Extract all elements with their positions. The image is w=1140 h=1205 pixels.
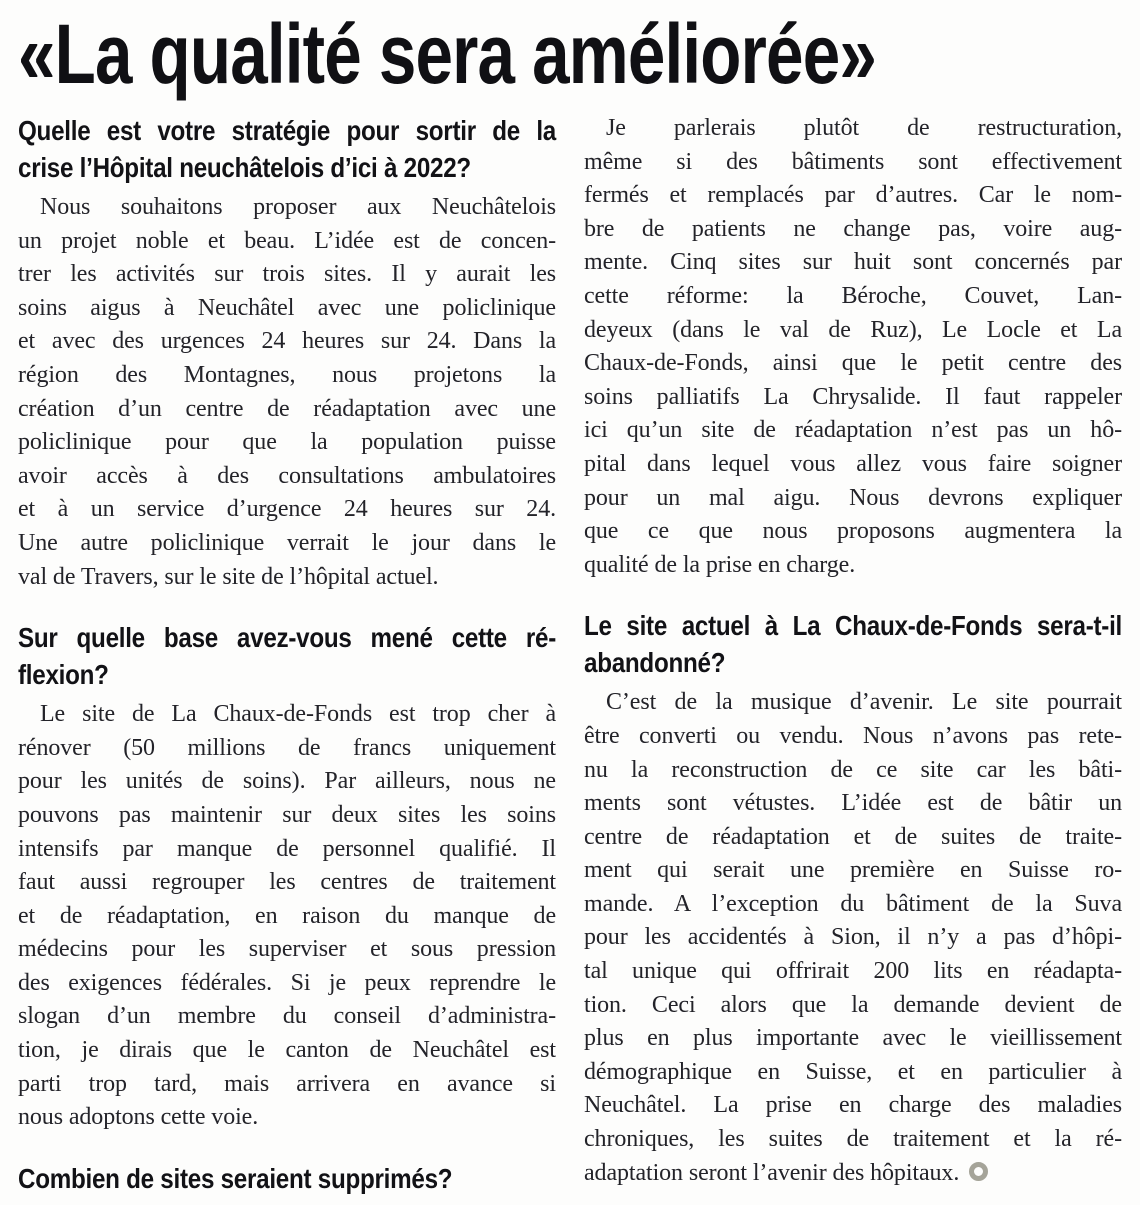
body-text: nu la reconstruction de ce site car les bâti-	[584, 756, 1122, 783]
text-line	[18, 258, 556, 292]
body-text: pouvons pas maintenir sur deux sites les soins	[18, 801, 556, 828]
text-line	[18, 866, 556, 900]
text-line	[18, 833, 556, 867]
text-line	[584, 607, 1122, 644]
body-text: pour les accidentés à Sion, il n’y a pas d’hôpi-	[584, 924, 1122, 951]
body-text: chroniques, les suites de traitement et la ré-	[584, 1126, 1122, 1153]
body-text: que ce que nous proposons augmentera la	[584, 518, 1122, 545]
body-text: slogan d’un membre du conseil d’administra-	[18, 1003, 556, 1030]
text-line	[18, 561, 556, 595]
text-line	[18, 460, 556, 494]
text-line	[18, 359, 556, 393]
text-line	[18, 900, 556, 934]
text-line	[18, 426, 556, 460]
text-line	[18, 1101, 556, 1135]
body-text: Je parlerais plutôt de restructuration,	[606, 115, 1122, 141]
newspaper-page	[0, 8, 1140, 1202]
text-line	[18, 933, 556, 967]
text-line	[584, 921, 1122, 955]
text-line	[584, 686, 1122, 720]
headline-line	[18, 8, 876, 100]
text-line	[584, 955, 1122, 989]
body-text: adaptation seront l’avenir des hôpitaux.	[584, 1159, 960, 1186]
article-headline	[18, 8, 1122, 100]
body-text: deyeux (dans le val de Ruz), Le Locle et La	[584, 316, 1122, 343]
body-text: C’est de la musique d’avenir. Le site pourrait	[606, 689, 1122, 716]
body-text: pital dans lequel vous allez vous faire soigner	[584, 450, 1122, 477]
body-text: val de Travers, sur le site de l’hôpital actuel.	[18, 563, 439, 590]
text-line	[18, 149, 556, 186]
text-line	[584, 854, 1122, 888]
text-line	[584, 754, 1122, 788]
body-text: être converti ou vendu. Nous n’avons pas rete-	[584, 722, 1122, 749]
body-text: fermés et remplacés par d’autres. Car le nom-	[584, 182, 1122, 209]
body-text: avoir accès à des consultations ambulatoires	[18, 462, 556, 489]
text-line	[18, 656, 556, 693]
body-text: des exigences fédérales. Si je peux reprendre le	[18, 969, 556, 996]
text-line	[584, 280, 1122, 314]
body-text: région des Montagnes, nous projetons la	[18, 361, 556, 388]
text-line	[584, 213, 1122, 247]
body-text: Neuchâtel. La prise en charge des maladies	[584, 1092, 1122, 1119]
body-text: pour les unités de soins). Par ailleurs, nous ne	[18, 768, 556, 795]
text-line	[584, 1123, 1122, 1157]
body-text: un projet noble et beau. L’idée est de concen-	[18, 227, 556, 254]
body-text: cette réforme: la Béroche, Couvet, Lan-	[584, 282, 1122, 309]
end-of-article-icon	[969, 1162, 988, 1181]
body-text: trer les activités sur trois sites. Il y aurait les	[18, 261, 556, 288]
text-line	[584, 1022, 1122, 1056]
question-heading	[18, 1160, 556, 1197]
question-text: Quelle est votre stratégie pour sortir de la	[18, 115, 556, 146]
body-text: ment qui serait une première en Suisse ro-	[584, 857, 1122, 884]
question-heading	[18, 619, 556, 693]
text-line	[18, 698, 556, 732]
answer-paragraph	[584, 112, 1122, 582]
text-line	[584, 989, 1122, 1023]
question-text: Le site actuel à La Chaux-de-Fonds sera-t-il	[584, 610, 1123, 642]
text-line	[18, 225, 556, 259]
body-text: centre de réadaptation et de suites de traite-	[584, 823, 1122, 850]
body-text: rénover (50 millions de francs uniquement	[18, 734, 556, 761]
body-text: Chaux-de-Fonds, ainsi que le petit centre des	[584, 350, 1122, 377]
body-text: et avec des urgences 24 heures sur 24. Dans la	[18, 328, 556, 355]
text-line	[18, 325, 556, 359]
answer-paragraph	[18, 191, 556, 594]
text-line	[584, 1089, 1122, 1123]
text-line	[584, 1157, 1122, 1191]
text-line	[584, 482, 1122, 516]
body-text: qualité de la prise en charge.	[584, 551, 856, 578]
body-text: Une autre policlinique verrait le jour dans le	[18, 529, 556, 556]
body-text: tal unique qui offrirait 200 lits en réadapta-	[584, 958, 1122, 985]
body-text: soins palliatifs La Chrysalide. Il faut rappeler	[584, 383, 1122, 410]
text-line	[18, 1000, 556, 1034]
column-left	[18, 112, 556, 1202]
text-line	[18, 1034, 556, 1068]
text-line	[18, 799, 556, 833]
text-line	[584, 720, 1122, 754]
text-line	[18, 191, 556, 225]
text-line	[18, 1160, 556, 1197]
body-text: même si des bâtiments sont effectivement	[584, 148, 1122, 175]
text-line	[584, 787, 1122, 821]
body-text: médecins pour les superviser et sous pression	[18, 936, 556, 963]
body-text: Nous souhaitons proposer aux Neuchâtelois	[40, 194, 556, 220]
body-text: mande. A l’exception du bâtiment de la Suva	[584, 890, 1122, 917]
question-text: crise l’Hôpital neuchâtelois d’ici à 2022?	[18, 152, 471, 183]
text-line	[584, 644, 1122, 681]
text-line	[584, 112, 1122, 146]
text-line	[18, 527, 556, 561]
body-text: et de réadaptation, en raison du manque de	[18, 902, 556, 929]
body-text: pour un mal aigu. Nous devrons expliquer	[584, 484, 1122, 511]
question-text: abandonné?	[584, 647, 726, 679]
text-line	[584, 146, 1122, 180]
answer-paragraph	[18, 698, 556, 1135]
body-text: ments sont vétustes. L’idée est de bâtir un	[584, 790, 1122, 817]
body-text: parti trop tard, mais arrivera en avance si	[18, 1070, 556, 1097]
question-heading	[18, 112, 556, 186]
body-text: soins aigus à Neuchâtel avec une policlinique	[18, 294, 556, 321]
text-line	[584, 1056, 1122, 1090]
text-line	[18, 732, 556, 766]
text-line	[584, 179, 1122, 213]
question-text: flexion?	[18, 659, 109, 691]
text-line	[18, 493, 556, 527]
body-text: tion. Ceci alors que la demande devient de	[584, 991, 1122, 1018]
headline-text: «La qualité sera améliorée»	[18, 7, 876, 101]
article-body	[18, 112, 1122, 1202]
body-text: Le site de La Chaux-de-Fonds est trop cher à	[40, 701, 556, 728]
body-text: mente. Cinq sites sur huit sont concernés par	[584, 249, 1122, 276]
text-line	[584, 448, 1122, 482]
text-line	[18, 1068, 556, 1102]
text-line	[18, 765, 556, 799]
text-line	[18, 967, 556, 1001]
text-line	[584, 381, 1122, 415]
text-line	[18, 112, 556, 149]
text-line	[584, 414, 1122, 448]
text-line	[18, 619, 556, 656]
body-text: bre de patients ne change pas, voire aug-	[584, 215, 1122, 242]
body-text: nous adoptons cette voie.	[18, 1104, 259, 1131]
question-heading	[584, 607, 1122, 681]
text-line	[584, 314, 1122, 348]
body-text: ici qu’un site de réadaptation n’est pas un hô-	[584, 417, 1122, 444]
body-text: plus en plus importante avec le vieillissement	[584, 1025, 1122, 1052]
question-text: Sur quelle base avez-vous mené cette ré-	[18, 622, 557, 654]
question-text: Combien de sites seraient supprimés?	[18, 1162, 453, 1194]
text-line	[18, 393, 556, 427]
body-text: faut aussi regrouper les centres de traitement	[18, 869, 556, 896]
text-line	[584, 549, 1122, 583]
column-right	[584, 112, 1122, 1202]
text-line	[584, 821, 1122, 855]
text-line	[18, 292, 556, 326]
body-text: et à un service d’urgence 24 heures sur 24.	[18, 496, 556, 523]
body-text: démographique en Suisse, et en particulier à	[584, 1058, 1122, 1085]
text-line	[584, 515, 1122, 549]
body-text: intensifs par manque de personnel qualifié. Il	[18, 835, 556, 862]
text-line	[584, 246, 1122, 280]
text-line	[584, 347, 1122, 381]
body-text: tion, je dirais que le canton de Neuchâtel est	[18, 1037, 556, 1064]
body-text: policlinique pour que la population puisse	[18, 429, 556, 456]
body-text: création d’un centre de réadaptation avec une	[18, 395, 556, 422]
answer-paragraph	[584, 686, 1122, 1190]
text-line	[584, 888, 1122, 922]
